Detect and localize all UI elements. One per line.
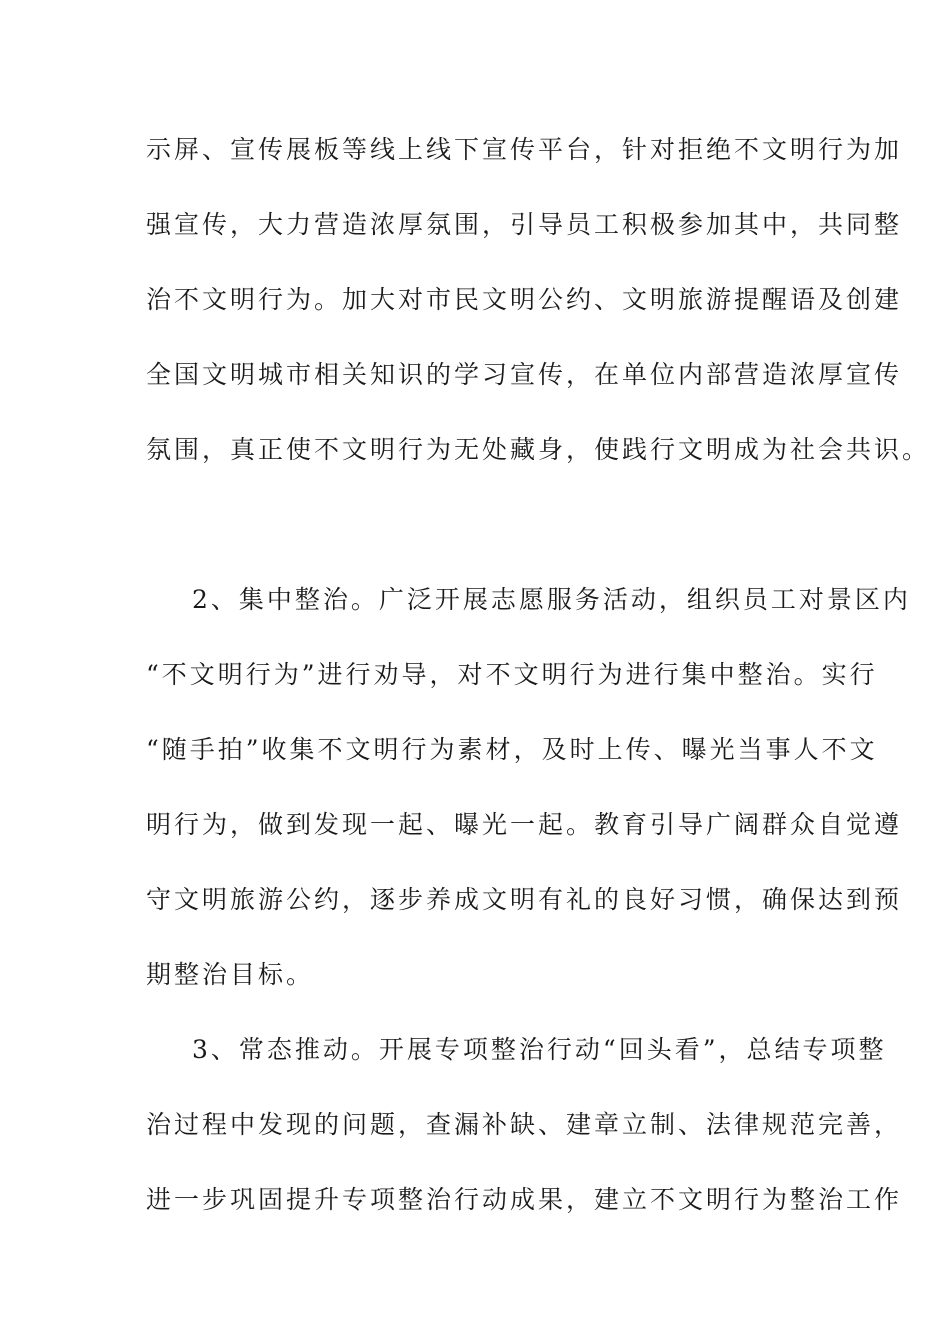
text-line: 明行为，做到发现一起、曝光一起。教育引导广阔群众自觉遵: [146, 810, 903, 839]
text-line: 全国文明城市相关知识的学习宣传，在单位内部营造浓厚宣传: [146, 360, 903, 389]
text-line: 期整治目标。: [146, 960, 315, 989]
text-line: 守文明旅游公约，逐步养成文明有礼的良好习惯，确保达到预: [146, 885, 903, 914]
text-line: “不文明行为”进行劝导，对不文明行为进行集中整治。实行: [146, 660, 878, 689]
text-line: 氛围，真正使不文明行为无处藏身，使践行文明成为社会共识。: [146, 435, 931, 464]
text-line: 强宣传，大力营造浓厚氛围，引导员工积极参加其中，共同整: [146, 210, 903, 239]
text-line: 进一步巩固提升专项整治行动成果，建立不文明行为整治工作: [146, 1185, 903, 1214]
text-line: 示屏、宣传展板等线上线下宣传平台，针对拒绝不文明行为加: [146, 135, 903, 164]
text-line: 治过程中发现的问题，查漏补缺、建章立制、法律规范完善，: [146, 1110, 903, 1139]
text-line: 治不文明行为。加大对市民文明公约、文明旅游提醒语及创建: [146, 285, 903, 314]
text-line: 2、集中整治。广泛开展志愿服务活动，组织员工对景区内: [192, 585, 911, 614]
text-line: “随手拍”收集不文明行为素材，及时上传、曝光当事人不文: [146, 735, 878, 764]
text-line: 3、常态推动。开展专项整治行动“回头看”，总结专项整: [192, 1035, 887, 1064]
